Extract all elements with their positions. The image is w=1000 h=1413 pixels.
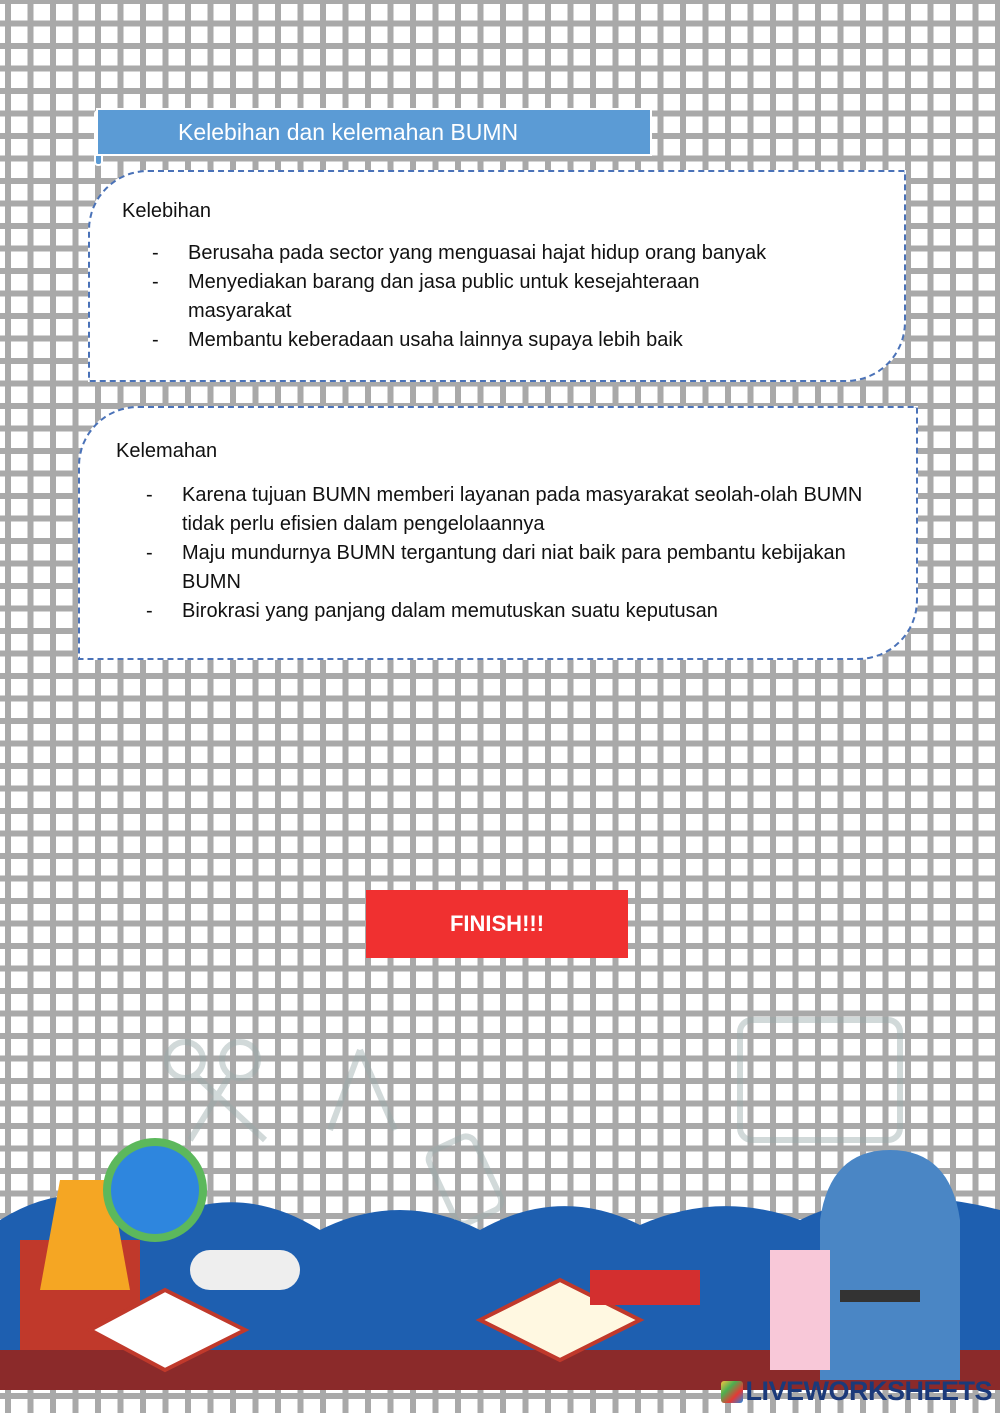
kelemahan-box — [78, 406, 918, 660]
list-item: - Menyediakan barang dan jasa public untuk kesejahteraan masyarakat — [152, 271, 700, 322]
live-badge-icon — [721, 1381, 743, 1403]
diploma-icon — [190, 1250, 300, 1290]
kelebihan-box — [88, 170, 906, 382]
phone-icon — [425, 1133, 504, 1227]
kelebihan-heading: Kelebihan — [122, 200, 211, 222]
page-title: Kelebihan dan kelemahan BUMN — [96, 108, 652, 156]
notebook-icon — [770, 1250, 830, 1370]
list-item: - Karena tujuan BUMN memberi layanan pada masyarakat seolah-olah BUMN tidak perlu efisien dalam pengelolaannya — [146, 484, 863, 535]
scissors-icon — [167, 1042, 203, 1078]
list-item: - Birokrasi yang panjang dalam memutuskan suatu keputusan — [146, 600, 718, 622]
kelebihan-list — [152, 239, 852, 355]
list-item: - Membantu keberadaan usaha lainnya supaya lebih baik — [152, 329, 683, 351]
glasses-icon — [590, 1270, 700, 1305]
compass-icon — [330, 1050, 395, 1130]
list-item: - Berusaha pada sector yang menguasai hajat hidup orang banyak — [152, 242, 767, 264]
backpack-icon — [820, 1150, 960, 1380]
finish-button[interactable]: FINISH!!! — [366, 890, 628, 958]
laptop-icon — [740, 1020, 900, 1140]
kelemahan-heading: Kelemahan — [116, 440, 218, 462]
globe-icon — [107, 1142, 203, 1238]
list-item: - Maju mundurnya BUMN tergantung dari niat baik para pembantu kebijakan BUMN — [146, 542, 846, 593]
liveworksheets-logo: LIVEWORKSHEETS — [721, 1376, 992, 1407]
kelemahan-list — [146, 481, 866, 626]
school-supplies-illustration — [0, 990, 1000, 1413]
